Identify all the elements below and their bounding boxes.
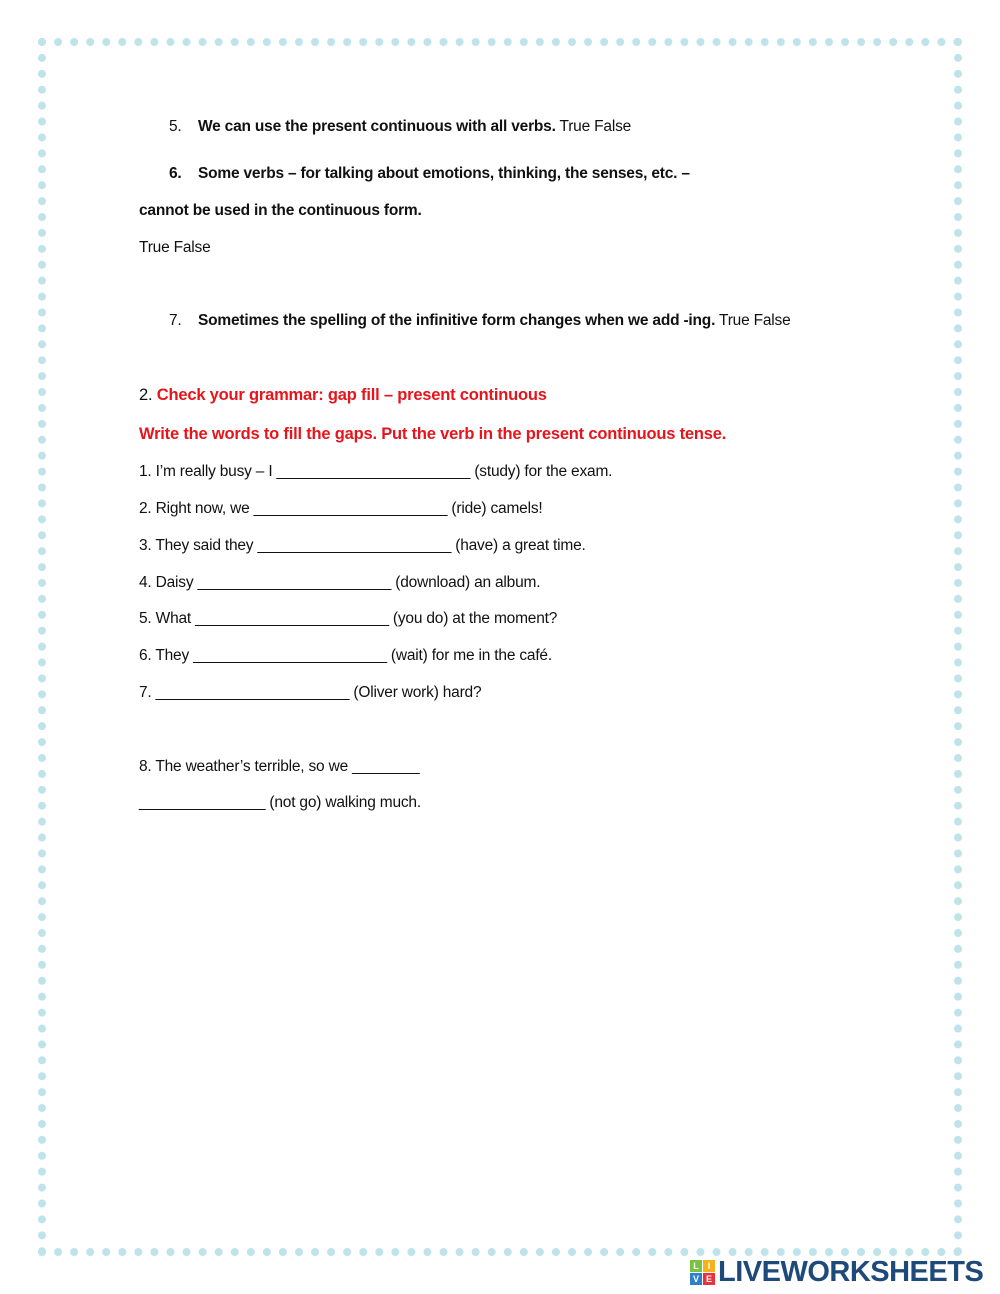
logo-tile: E (703, 1273, 715, 1285)
item-number: 5. (169, 118, 182, 135)
gap-item-8-line1 (139, 758, 419, 776)
statement: Sometimes the spelling of the infinitive form changes when we add -ing. (198, 312, 716, 329)
gap-input[interactable]: _______________________ (195, 610, 389, 627)
gap-input[interactable]: _______________________ (197, 574, 392, 591)
logo-tile: I (703, 1260, 715, 1272)
tf-item-7 (169, 312, 791, 330)
gap-item (139, 500, 543, 518)
gap-input[interactable]: ________ (352, 758, 420, 775)
text: 2. Right now, we (139, 500, 254, 517)
gap-item-8-line2 (139, 794, 421, 812)
gap-item (139, 610, 557, 628)
gap-item (139, 463, 612, 481)
gap-item (139, 684, 481, 702)
logo-tiles-icon (690, 1260, 715, 1285)
gap-input[interactable]: _______________________ (253, 500, 448, 517)
text: (you do) at the moment? (388, 610, 558, 627)
tf-item-6-line1 (169, 165, 690, 183)
text: 1. I’m really busy – I (139, 463, 277, 480)
item-number: 6. (169, 165, 182, 182)
gap-input[interactable]: _______________________ (193, 647, 387, 664)
true-false-options[interactable]: True False (719, 312, 791, 329)
gap-item (139, 647, 552, 665)
text: 7. (139, 684, 156, 701)
section-number: 2. (139, 386, 153, 404)
text: 6. They (139, 647, 194, 664)
true-false-options[interactable]: True False (559, 118, 632, 135)
section-heading: Check your grammar: gap fill – present continuous (156, 386, 547, 404)
statement: Some verbs – for talking about emotions, thinking, the senses, etc. – (198, 165, 690, 182)
item-number: 7. (169, 312, 182, 329)
text: (download) an album. (391, 574, 541, 591)
text: 5. What (139, 610, 196, 627)
text: 8. The weather’s terrible, so we (139, 758, 353, 775)
tf-item-5 (169, 118, 631, 136)
logo-text: LIVEWORKSHEETS (718, 1256, 984, 1288)
text: 3. They said they (139, 537, 258, 554)
true-false-options[interactable]: True False (139, 239, 211, 256)
gap-input[interactable]: _______________________ (257, 537, 452, 554)
gap-input[interactable]: _______________________ (155, 684, 350, 701)
liveworksheets-logo (690, 1256, 983, 1289)
logo-tile: V (690, 1273, 702, 1285)
section-title (139, 386, 547, 405)
statement: We can use the present continuous with all verbs. (198, 118, 556, 135)
text: (wait) for me in the café. (386, 647, 552, 664)
text: 4. Daisy (139, 574, 198, 591)
text: (have) a great time. (451, 537, 586, 554)
text: (not go) walking much. (265, 794, 421, 811)
instruction: Write the words to fill the gaps. Put the verb in the present continuous tense. (139, 425, 727, 443)
gap-item (139, 574, 540, 592)
gap-item (139, 537, 586, 555)
text: (Oliver work) hard? (349, 684, 482, 701)
logo-tile: L (690, 1260, 702, 1272)
gap-input[interactable]: _______________________ (276, 463, 471, 480)
text: (study) for the exam. (470, 463, 613, 480)
gap-input[interactable]: _______________ (139, 794, 266, 811)
text: (ride) camels! (447, 500, 543, 517)
tf-item-6-line2: cannot be used in the continuous form. (139, 202, 422, 219)
